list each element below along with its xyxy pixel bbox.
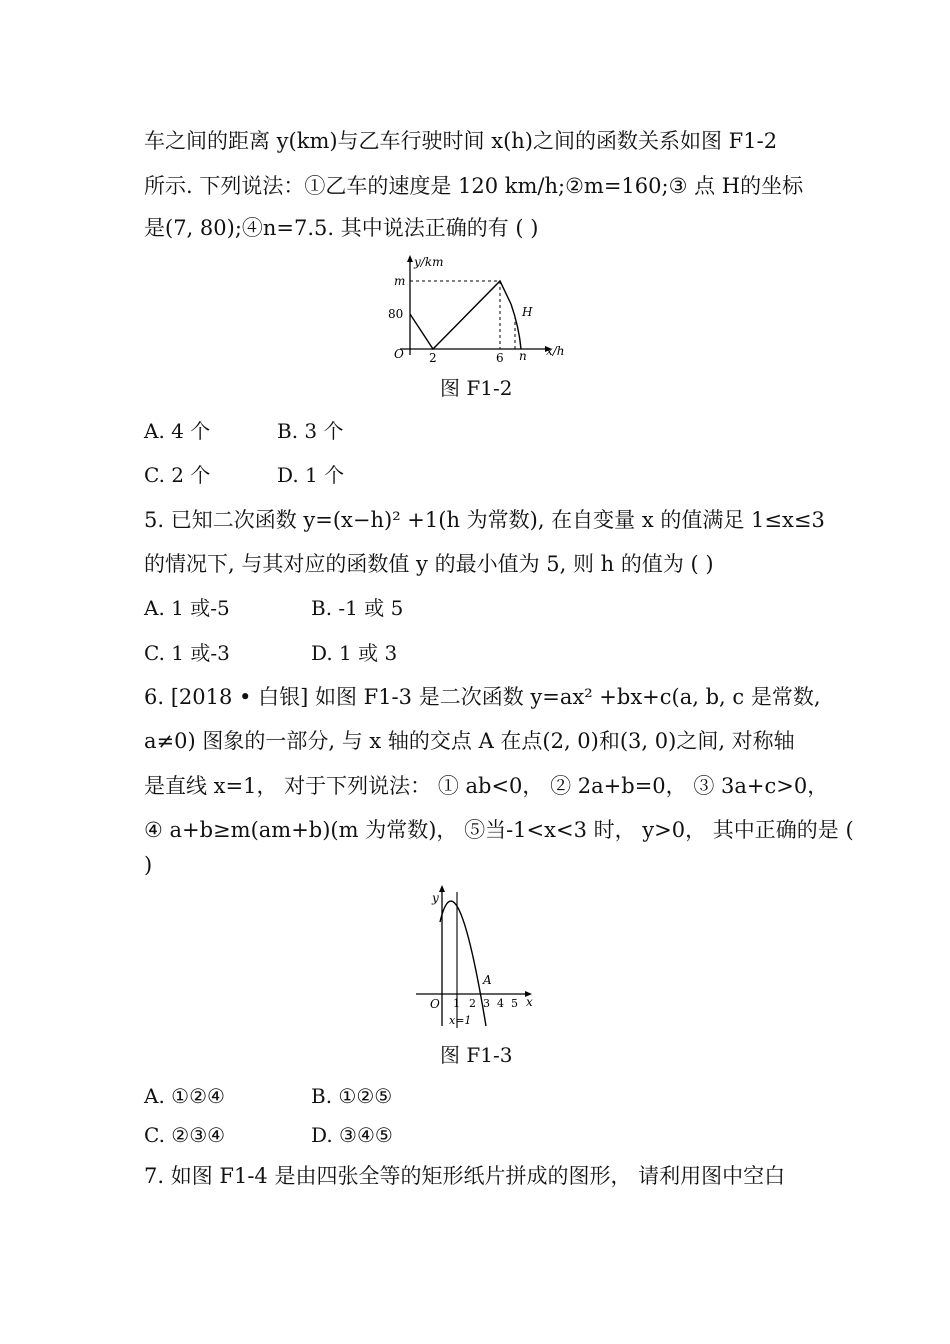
- f12-origin: O: [394, 347, 404, 361]
- q7-text-line-1: 7. 如图 F1-4 是由四张全等的矩形纸片拼成的图形， 请利用图中空白: [144, 1164, 786, 1188]
- q4-option-c: C. 2 个: [144, 463, 211, 487]
- f13-x-axis-label: x: [526, 995, 533, 1009]
- q5-text-line-1: 5. 已知二次函数 y=(x−h)² +1(h 为常数), 在自变量 x 的值满足 1≤x≤3: [144, 508, 825, 532]
- q4-option-a: A. 4 个: [144, 419, 211, 443]
- q4-option-b: B. 3 个: [277, 419, 344, 443]
- q6-option-b: B. ①②⑤: [311, 1084, 393, 1108]
- q6-text-line-4: ④ a+b≥m(am+b)(m 为常数)， ⑤当-1<x<3 时， y>0， 其中正确的是 (: [144, 818, 854, 842]
- q5-text-line-2: 的情况下, 与其对应的函数值 y 的最小值为 5, 则 h 的值为 ( ): [144, 552, 714, 576]
- q6-text-line-2: a≠0) 图象的一部分, 与 x 轴的交点 A 在点(2, 0)和(3, 0)之间, 对称轴: [144, 729, 795, 753]
- f13-tick-5: 5: [511, 997, 518, 1010]
- q6-option-a: A. ①②④: [144, 1084, 225, 1108]
- figure-f1-2-caption: 图 F1-2: [440, 376, 513, 400]
- f12-point-h: H: [522, 305, 533, 319]
- f13-tick-4: 4: [497, 997, 504, 1010]
- f13-symmetry-label: x=1: [449, 1014, 472, 1027]
- q6-option-d: D. ③④⑤: [311, 1123, 393, 1147]
- f12-tick-n: n: [519, 349, 527, 363]
- f13-y-axis-label: y: [432, 891, 439, 905]
- f13-tick-3: 3: [483, 997, 490, 1010]
- q5-option-b: B. -1 或 5: [311, 596, 404, 620]
- figure-f1-3-caption: 图 F1-3: [440, 1043, 513, 1067]
- f12-tick-6: 6: [496, 351, 504, 365]
- f12-tick-2: 2: [429, 351, 437, 365]
- q6-text-line-3: 是直线 x=1， 对于下列说法： ① ab<0， ② 2a+b=0， ③ 3a+c>0，: [144, 774, 829, 798]
- figure-f1-3: [410, 880, 540, 1030]
- q4-text-line-2: 所示. 下列说法：①乙车的速度是 120 km/h;②m=160;③ 点 H的坐标: [144, 174, 804, 198]
- figure-f1-2: [380, 252, 580, 367]
- f13-tick-1: 1: [453, 997, 460, 1010]
- q6-text-line-1: 6. [2018 • 白银] 如图 F1-3 是二次函数 y=ax² +bx+c(a, b, c 是常数,: [144, 685, 821, 709]
- f12-tick-80: 80: [388, 307, 404, 321]
- f13-parabola: [440, 901, 486, 1026]
- q4-option-d: D. 1 个: [277, 463, 345, 487]
- q4-text-line-1: 车之间的距离 y(km)与乙车行驶时间 x(h)之间的函数关系如图 F1-2: [144, 129, 778, 153]
- q5-option-a: A. 1 或-5: [144, 596, 230, 620]
- f13-point-a: A: [483, 973, 492, 987]
- f12-tail-curve: [511, 304, 521, 349]
- q4-text-line-3: 是(7, 80);④n=7.5. 其中说法正确的有 ( ): [144, 216, 539, 240]
- q6-option-c: C. ②③④: [144, 1123, 226, 1147]
- q5-option-c: C. 1 或-3: [144, 641, 230, 665]
- q6-text-line-5: ): [144, 853, 153, 877]
- f12-tick-m: m: [394, 274, 406, 288]
- f12-y-axis-label: y/km: [414, 255, 444, 269]
- f12-x-axis-label: x/h: [546, 344, 565, 358]
- f13-y-arrow: [439, 885, 445, 892]
- f12-distance-graph: [410, 281, 511, 349]
- f12-y-arrow: [407, 255, 413, 262]
- q5-option-d: D. 1 或 3: [311, 641, 398, 665]
- f13-tick-2: 2: [469, 997, 476, 1010]
- f13-origin: O: [430, 997, 440, 1011]
